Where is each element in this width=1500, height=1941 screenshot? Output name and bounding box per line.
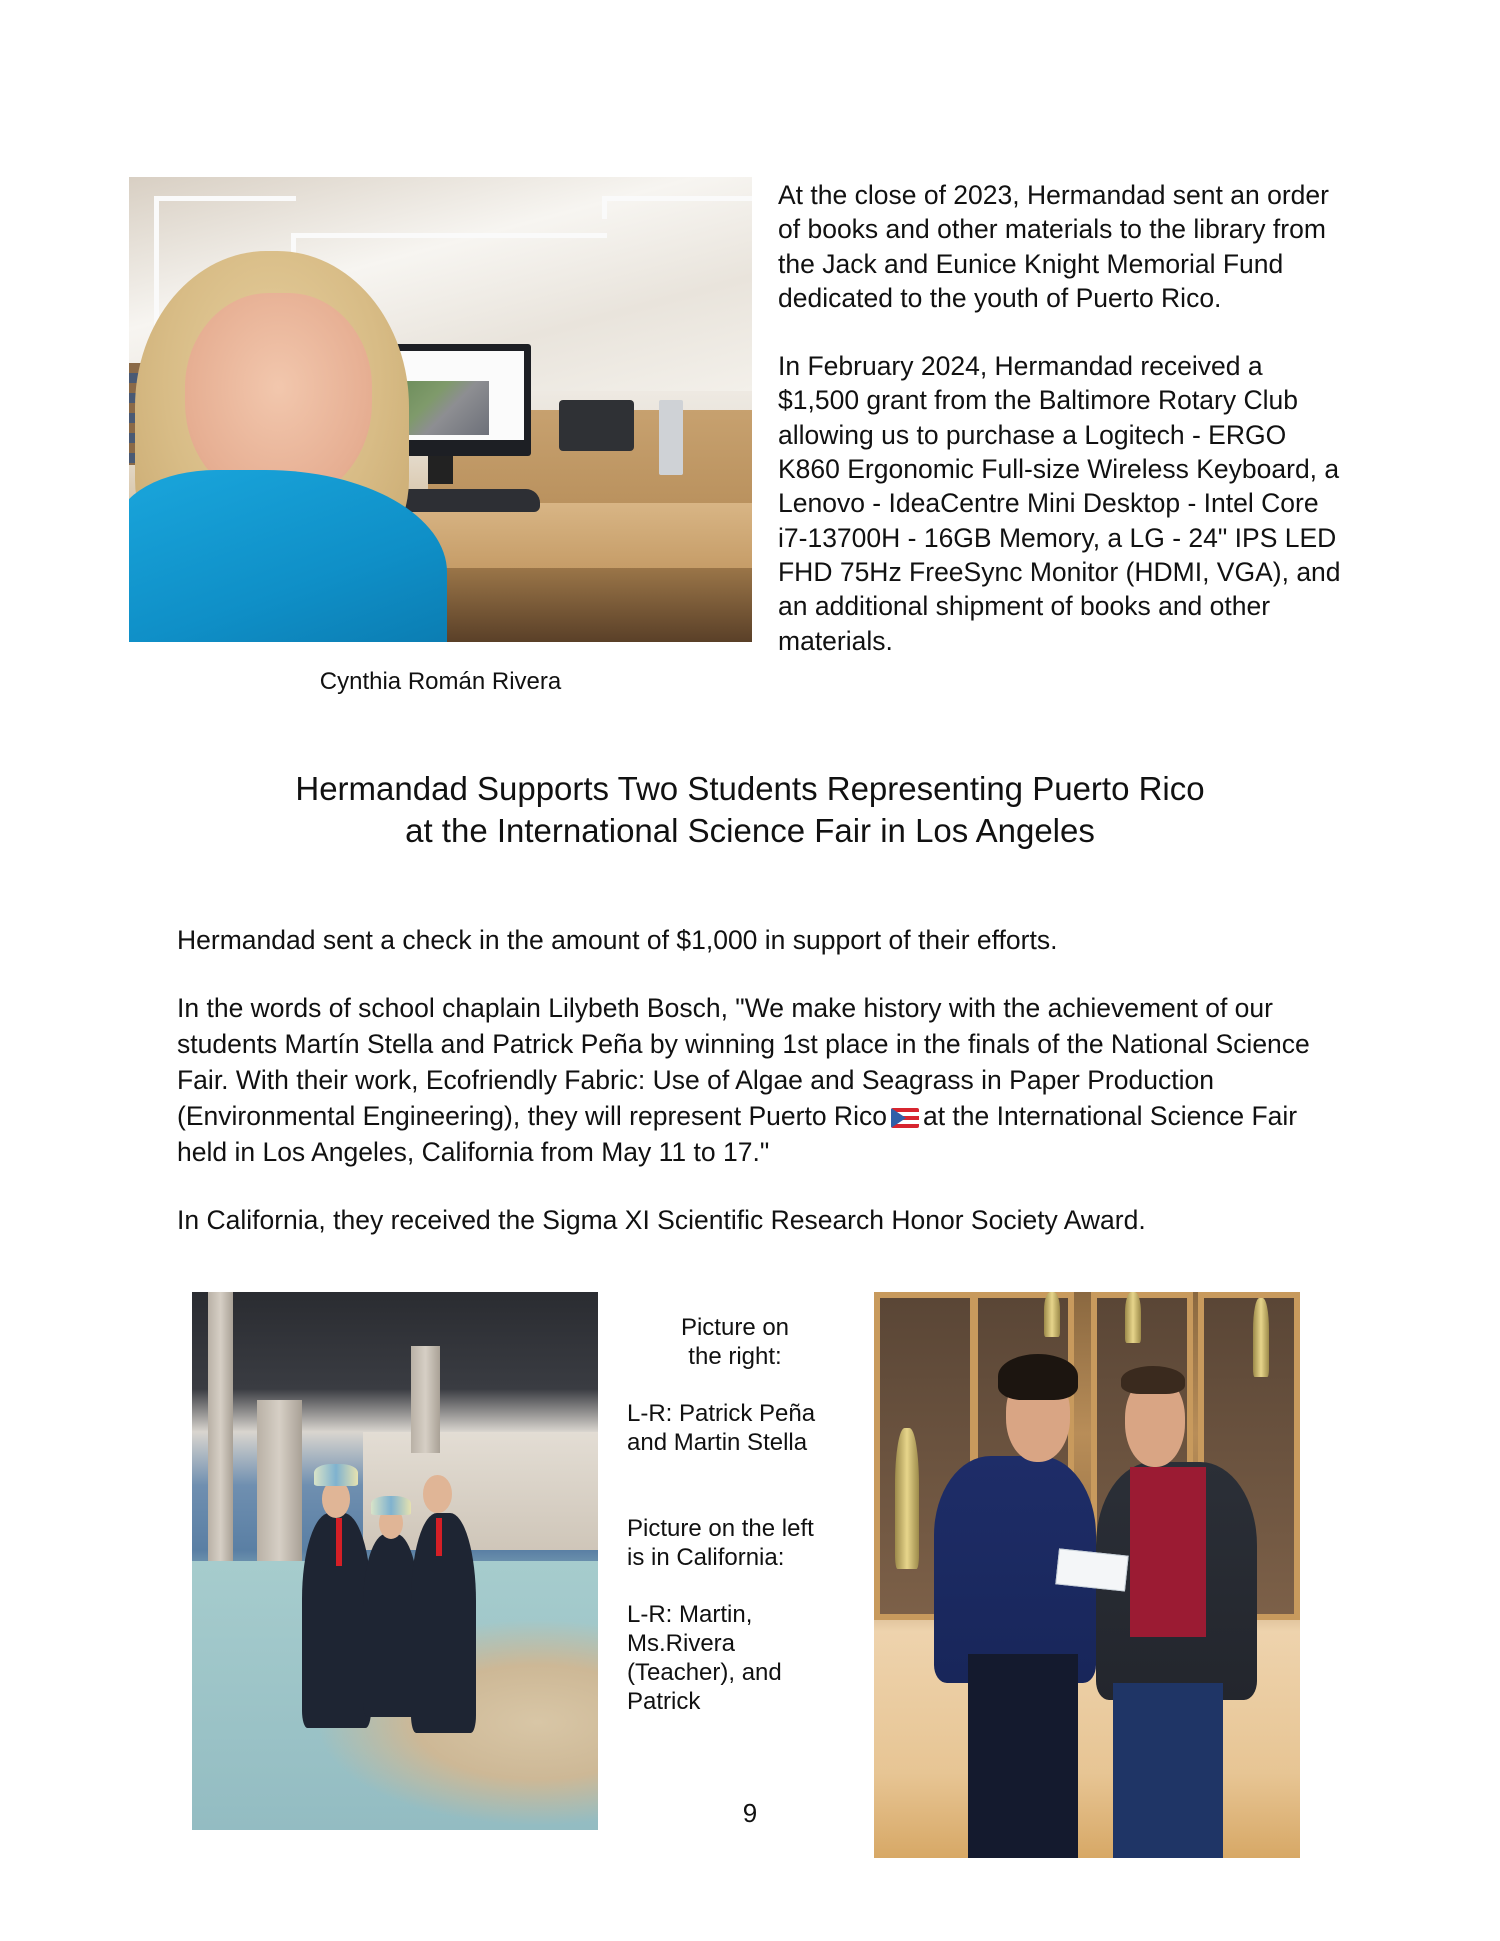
photo-tie: [336, 1518, 342, 1566]
photo-captions: [615, 1313, 855, 1716]
paragraph-books-order: At the close of 2023, Hermandad sent an order of books and other materials to the library from the Jack and Eunice Knight Memorial Fund dedicated to the youth of Puerto Rico.: [778, 180, 1329, 313]
photo-hair: [998, 1354, 1079, 1399]
caption-left-names-line2: Ms.Rivera: [627, 1630, 736, 1657]
photo-student-right: [411, 1513, 476, 1734]
photo-screen-image: [399, 381, 489, 435]
photo-head: [322, 1480, 350, 1518]
photo1-caption: Cynthia Román Rivera: [319, 668, 562, 695]
photo-student-left-pants: [968, 1654, 1079, 1858]
caption-left-heading-line2: is in California:: [627, 1544, 785, 1571]
caption-right-heading-line2: the right:: [688, 1343, 782, 1370]
photo-pillar: [208, 1292, 232, 1572]
science-fair-body: [177, 922, 1352, 1238]
puerto-rico-flag-icon: [891, 1108, 919, 1128]
photo-hat: [314, 1464, 359, 1486]
paragraph-check: Hermandad sent a check in the amount of $1,000 in support of their efforts.: [177, 925, 1058, 955]
photo-trophy: [1253, 1298, 1269, 1377]
photo-hair: [1121, 1366, 1185, 1394]
photo-pillar: [411, 1346, 439, 1454]
library-donation-text: [778, 178, 1348, 658]
paragraph-rotary-grant: In February 2024, Hermandad received a $1,500 grant from the Baltimore Rotary Club allowing us to purchase a Logitech - ERGO K860 Ergonomic Full-size Wireless Keyboard, a Lenovo - IdeaCentre Mini Desktop - Intel Core i7-13700H - 16GB Memory, a LG - 24" IPS LED FHD 75Hz FreeSync Monitor (HDMI, VGA), and an additional shipment of books and other materials.: [778, 351, 1341, 656]
photo-desk-underside: [403, 568, 752, 642]
photo-student-right-polo: [1130, 1467, 1207, 1637]
photo-trophy: [1044, 1292, 1060, 1337]
paragraph-chaplain-quote: [177, 990, 1352, 1170]
caption-left-heading-line1: Picture on the left: [627, 1515, 814, 1542]
caption-left-names-line3: (Teacher), and: [627, 1659, 782, 1686]
caption-right-names-line2: and Martin Stella: [627, 1429, 808, 1456]
page-number: 9: [742, 1798, 758, 1828]
caption-right-names-line1: L-R: Patrick Peña: [627, 1400, 816, 1427]
section-heading-line2: at the International Science Fair in Los Angeles: [405, 812, 1095, 849]
quote-text-part1: In the words of school chaplain Lilybeth Bosch, "We make history with the achievement of our students Martín Stella and Patrick Peña by winning 1st place in the finals of the National Science Fair. With their work, Ecofriendly Fabric: Use of Algae and Seagrass in Paper Production (Environmental Engineering), they will represent Puerto Rico: [177, 993, 1310, 1131]
photo-tie: [436, 1518, 442, 1556]
photo-desk-phone: [559, 400, 634, 451]
quote-text-part2: at the International Science Fair held in Los Angeles, California from May 11 to 17.": [177, 1101, 1298, 1167]
photo-check: [1055, 1549, 1129, 1592]
photo-mini-pc: [659, 400, 684, 474]
photo-head: [423, 1475, 451, 1513]
photo-partition-frame: [291, 233, 608, 257]
photo-student-right-pants: [1113, 1683, 1224, 1858]
section-heading: [0, 768, 1500, 852]
photo-partition-frame: [602, 196, 752, 220]
photo-hat: [371, 1496, 412, 1515]
caption-left-names-line4: Patrick: [627, 1688, 701, 1715]
caption-left-names-line1: L-R: Martin,: [627, 1601, 753, 1628]
section-heading-line1: Hermandad Supports Two Students Representing Puerto Rico: [295, 770, 1205, 807]
photo-students-holding-check: [874, 1292, 1300, 1858]
photo-trophy: [1125, 1292, 1141, 1343]
photo-trophy: [895, 1428, 919, 1570]
paragraph-sigma-xi-award: In California, they received the Sigma XI Scientific Research Honor Society Award.: [177, 1205, 1146, 1235]
photo-monitor-stand: [428, 456, 453, 484]
photo-cynthia-library-desk: [129, 177, 752, 642]
caption-right-heading-line1: Picture on: [680, 1314, 790, 1341]
photo-california-convention: [192, 1292, 598, 1830]
